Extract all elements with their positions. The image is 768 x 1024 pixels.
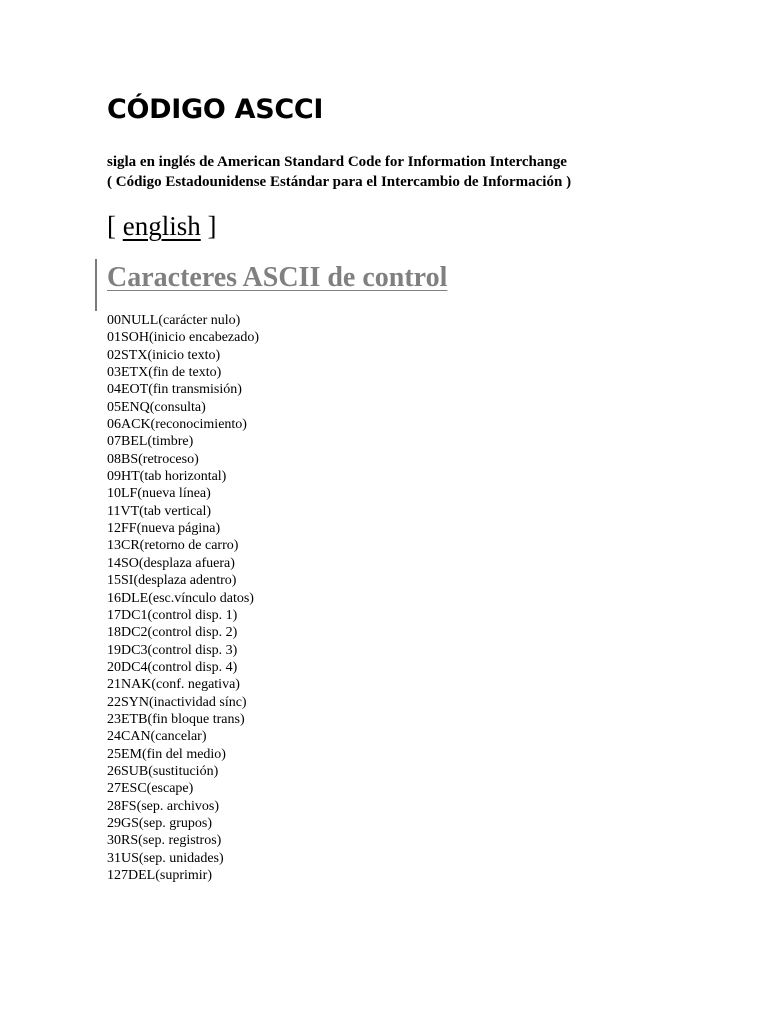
control-code-item: 08BS(retroceso) bbox=[107, 451, 199, 467]
control-code-item: 30RS(sep. registros) bbox=[107, 833, 222, 849]
control-code-item: 31US(sep. unidades) bbox=[107, 850, 224, 866]
control-code-list bbox=[107, 312, 259, 884]
control-code-item: 26SUB(sustitución) bbox=[107, 763, 219, 779]
control-code-item: 17DC1(control disp. 1) bbox=[107, 607, 238, 623]
control-code-item: 16DLE(esc.vínculo datos) bbox=[107, 590, 254, 606]
control-code-item: 18DC2(control disp. 2) bbox=[107, 625, 238, 641]
control-code-item: 03ETX(fin de texto) bbox=[107, 365, 222, 381]
control-code-item: 15SI(desplaza adentro) bbox=[107, 573, 237, 589]
section-heading: Caracteres ASCII de control bbox=[107, 262, 448, 293]
control-code-item: 12FF(nueva página) bbox=[107, 521, 221, 537]
control-code-item: 10LF(nueva línea) bbox=[107, 486, 211, 502]
subtitle bbox=[107, 152, 571, 192]
control-code-item: 22SYN(inactividad sínc) bbox=[107, 694, 247, 710]
control-code-item: 20DC4(control disp. 4) bbox=[107, 659, 238, 675]
control-code-item: 23ETB(fin bloque trans) bbox=[107, 711, 245, 727]
control-code-item: 27ESC(escape) bbox=[107, 781, 194, 797]
subtitle-line-2: ( Código Estadounidense Estándar para el Intercambio de Información ) bbox=[107, 174, 572, 190]
subtitle-line-1: sigla en inglés de American Standard Code for Information Interchange bbox=[107, 154, 567, 170]
bracket-close: ] bbox=[200, 211, 217, 241]
control-code-item: 28FS(sep. archivos) bbox=[107, 798, 219, 814]
page-title: CÓDIGO ASCCI bbox=[107, 94, 324, 125]
control-code-item: 02STX(inicio texto) bbox=[107, 347, 221, 363]
control-code-item: 11VT(tab vertical) bbox=[107, 503, 212, 519]
control-code-item: 05ENQ(consulta) bbox=[107, 399, 206, 415]
control-code-item: 127DEL(suprimir) bbox=[107, 868, 212, 883]
text-cursor-bar bbox=[95, 259, 97, 311]
control-code-item: 14SO(desplaza afuera) bbox=[107, 555, 235, 571]
control-code-item: 09HT(tab horizontal) bbox=[107, 469, 227, 485]
language-switch bbox=[107, 208, 217, 244]
control-code-item: 19DC3(control disp. 3) bbox=[107, 642, 238, 658]
bracket-open: [ bbox=[107, 211, 123, 241]
control-code-item: 04EOT(fin transmisión) bbox=[107, 382, 242, 398]
control-code-item: 00NULL(carácter nulo) bbox=[107, 313, 241, 328]
control-code-item: 25EM(fin del medio) bbox=[107, 746, 226, 762]
control-code-item: 29GS(sep. grupos) bbox=[107, 815, 212, 831]
control-code-item: 01SOH(inicio encabezado) bbox=[107, 330, 259, 346]
control-code-item: 21NAK(conf. negativa) bbox=[107, 677, 240, 693]
control-code-item: 13CR(retorno de carro) bbox=[107, 538, 239, 554]
control-code-item: 24CAN(cancelar) bbox=[107, 729, 207, 745]
control-code-item: 06ACK(reconocimiento) bbox=[107, 417, 247, 433]
english-link[interactable]: english bbox=[122, 211, 201, 241]
control-code-item: 07BEL(timbre) bbox=[107, 434, 194, 450]
